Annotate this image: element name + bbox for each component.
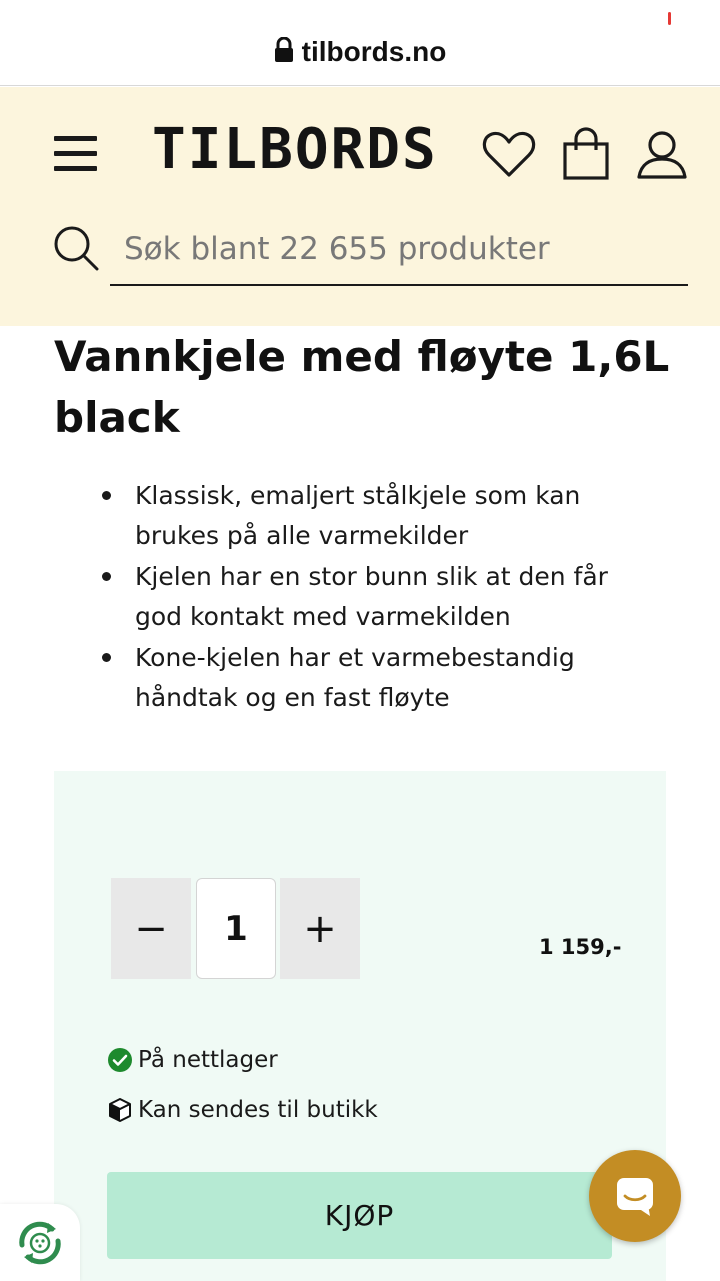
menu-icon-line bbox=[54, 136, 97, 141]
account-button[interactable] bbox=[636, 128, 688, 180]
feature-item: Kjelen har en stor bunn slik at den får god kontakt med varmekilden bbox=[98, 557, 618, 637]
chat-icon bbox=[614, 1175, 656, 1217]
cart-button[interactable] bbox=[562, 126, 610, 182]
search-icon[interactable] bbox=[52, 224, 100, 272]
buy-button[interactable]: KJØP bbox=[107, 1172, 612, 1259]
product-price: 1 159,- bbox=[539, 935, 622, 959]
product-feature-list bbox=[98, 476, 618, 719]
recycle-icon bbox=[12, 1215, 68, 1271]
feature-item: Kone-kjelen har et varmebestandig håndtak og en fast fløyte bbox=[98, 638, 618, 718]
browser-url[interactable] bbox=[0, 36, 720, 70]
chat-button[interactable] bbox=[589, 1150, 681, 1242]
heart-icon bbox=[481, 128, 537, 180]
browser-url-bar[interactable] bbox=[0, 0, 720, 86]
menu-button[interactable] bbox=[54, 136, 98, 172]
browser-url-text: tilbords.no bbox=[301, 36, 447, 67]
user-icon bbox=[636, 128, 688, 180]
shipping-status-label: Kan sendes til butikk bbox=[138, 1097, 378, 1123]
decrease-quantity-button[interactable]: − bbox=[111, 878, 191, 979]
product-title: Vannkjele med fløyte 1,6L black bbox=[54, 332, 670, 442]
shopping-bag-icon bbox=[562, 126, 610, 182]
menu-icon-line bbox=[54, 151, 97, 156]
stock-status-label: På nettlager bbox=[138, 1047, 278, 1073]
stock-status bbox=[107, 1047, 278, 1073]
quantity-input[interactable] bbox=[196, 878, 276, 979]
check-circle-icon bbox=[107, 1047, 133, 1073]
search-input[interactable] bbox=[110, 214, 688, 286]
feature-item: Klassisk, emaljert stålkjele som kan brukes på alle varmekilder bbox=[98, 476, 618, 556]
increase-quantity-button[interactable]: + bbox=[280, 878, 360, 979]
wishlist-button[interactable] bbox=[481, 128, 537, 180]
menu-icon-line bbox=[54, 166, 97, 171]
package-icon bbox=[107, 1097, 133, 1123]
lock-icon bbox=[274, 37, 294, 70]
shipping-status bbox=[107, 1097, 378, 1123]
eco-badge[interactable] bbox=[0, 1204, 80, 1281]
site-logo[interactable]: TILBORDS bbox=[152, 117, 438, 182]
recording-indicator bbox=[668, 12, 671, 25]
